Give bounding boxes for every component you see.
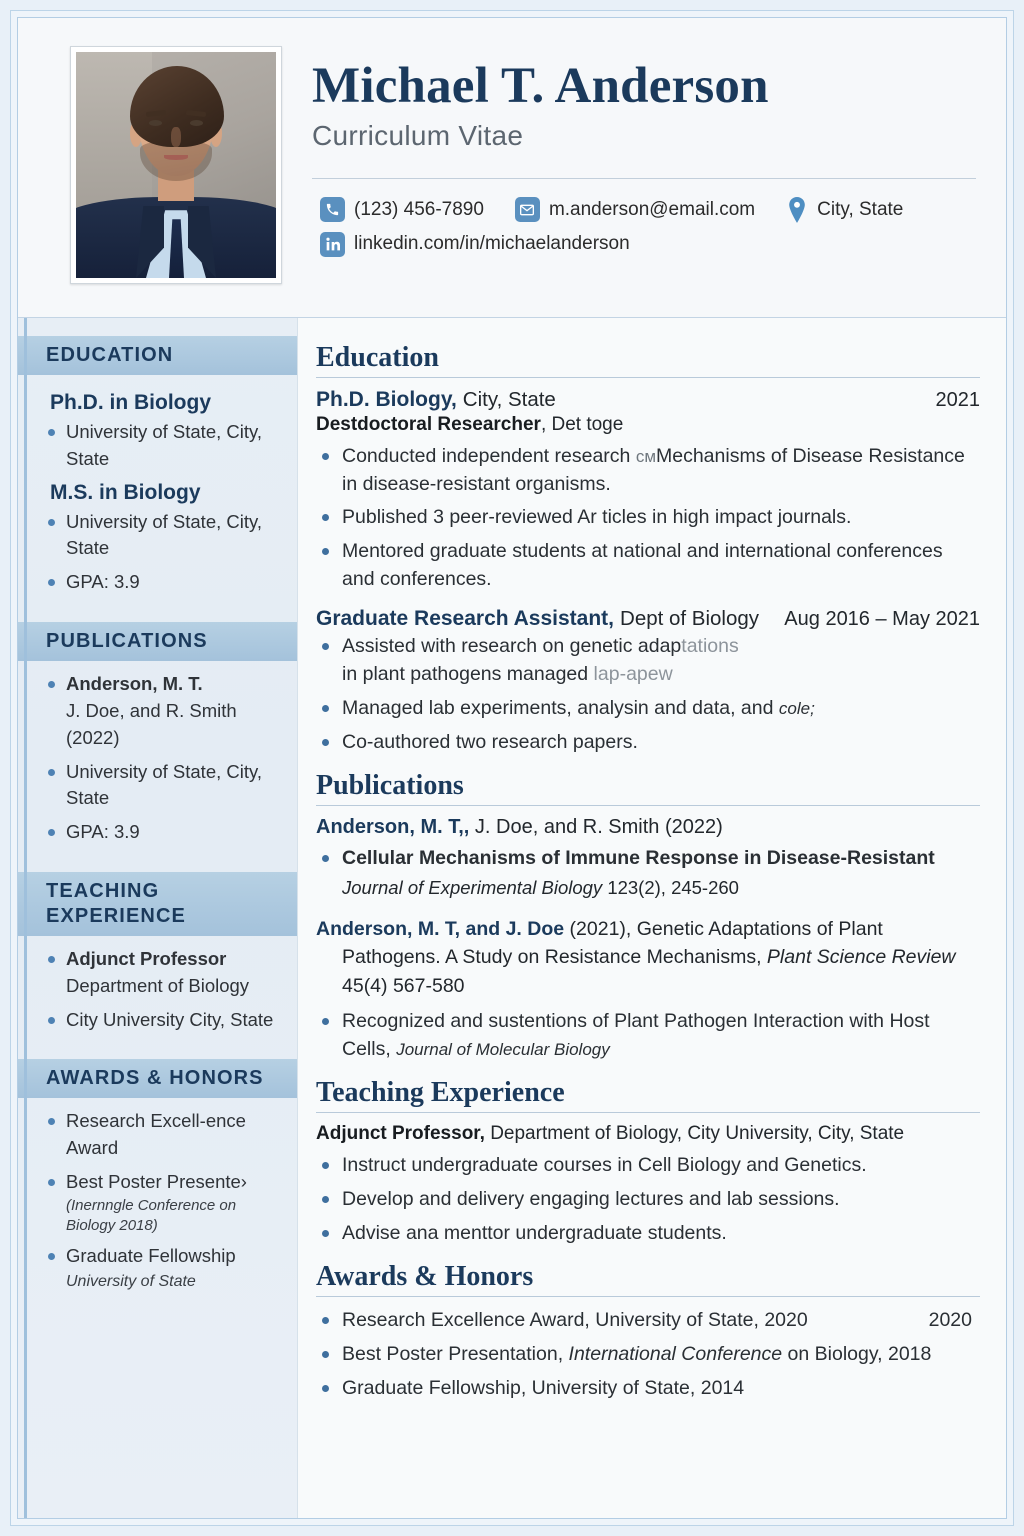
pub1-journal-line xyxy=(342,875,980,901)
pub1-journal-name: Journal of Experimental Biology xyxy=(342,876,603,898)
list-item xyxy=(44,671,281,751)
publication-1-details xyxy=(316,845,980,901)
document-subtitle: Curriculum Vitae xyxy=(312,119,524,151)
degree-location: City, State xyxy=(462,388,556,411)
contact-linkedin[interactable] xyxy=(320,232,630,257)
publication-2-citation xyxy=(316,915,980,1000)
list-item: Mentored graduate students at national and international conferences and conferences. xyxy=(316,538,980,593)
award-1-year: 2020 xyxy=(928,1309,972,1332)
header-divider xyxy=(312,178,976,179)
list-item xyxy=(316,1008,980,1063)
location-text: City, State xyxy=(817,198,904,220)
contact-phone[interactable] xyxy=(320,197,484,222)
assistant-dates: Aug 2016 – May 2021 xyxy=(784,608,980,631)
pub3-journal-name: Journal of Molecular Biology xyxy=(396,1039,610,1059)
gra-bullet-1a: Assisted with research on genetic adap xyxy=(342,635,682,658)
pub2-journal-name: Plant Science Review xyxy=(766,946,956,969)
sidebar-heading-publications: PUBLICATIONS xyxy=(18,622,297,661)
sidebar-heading-awards: AWARDS & HONORS xyxy=(18,1059,297,1098)
gra-bullet-1b: in plant pathogens managed xyxy=(342,663,589,686)
list-item xyxy=(44,946,281,1000)
list-item: Instruct undergraduate courses in Cell Biology and Genetics. xyxy=(316,1152,980,1180)
sidebar-phd-title: Ph.D. in Biology xyxy=(50,391,211,414)
sidebar-pub-author: Anderson, M. T. xyxy=(66,673,203,695)
candidate-name: Michael T. Anderson xyxy=(312,58,769,114)
list-item xyxy=(316,845,980,901)
list-item xyxy=(316,695,980,723)
cv-page-outer-border xyxy=(10,10,1014,1526)
list-item: Research Excell-ence Award xyxy=(44,1108,281,1162)
list-item xyxy=(44,1169,281,1236)
contact-location xyxy=(786,197,903,223)
header-text-block xyxy=(282,46,976,318)
award-2-conference: International Conference xyxy=(568,1343,783,1366)
list-item: Advise ana menttor undergraduate students. xyxy=(316,1220,980,1248)
education-entry-1-head xyxy=(316,388,980,412)
list-item: GPA: 3.9 xyxy=(44,569,281,596)
sidebar-section-teaching xyxy=(18,936,297,1045)
email-text: m.anderson@email.com xyxy=(548,198,756,220)
sidebar-heading-teaching: TEACHING EXPERIENCE xyxy=(18,872,297,936)
list-item: Published 3 peer-reviewed Ar ticles in high impact journals. xyxy=(316,504,980,532)
pub2-line2 xyxy=(316,943,980,971)
gra-bullet-2-artifact: cole; xyxy=(778,698,815,718)
pub2-line2-text: Pathogens. A Study on Resistance Mechanisms, xyxy=(342,946,762,969)
list-item: University of State, City, State xyxy=(44,759,281,813)
linkedin-icon xyxy=(320,232,345,257)
profile-photo xyxy=(76,52,276,278)
pub2-authors: Anderson, M. T, and J. Doe xyxy=(316,918,565,941)
cv-body xyxy=(18,318,1006,1518)
sidebar-award-3-note: University of State xyxy=(66,1273,196,1291)
list-item: Develop and delivery engaging lectures and lab sessions. xyxy=(316,1186,980,1214)
sidebar-award-2: Best Poster Presente› xyxy=(66,1171,247,1192)
sidebar-section-awards xyxy=(18,1098,297,1305)
award-2-rest: on Biology, 2018 xyxy=(787,1343,932,1366)
section-title-teaching: Teaching Experience xyxy=(316,1077,980,1113)
section-title-awards: Awards & Honors xyxy=(316,1261,980,1297)
pub2-line3: 45(4) 567-580 xyxy=(342,974,465,997)
list-item xyxy=(316,1341,980,1369)
postdoc-rest: , Det toge xyxy=(540,414,624,435)
degree-year: 2021 xyxy=(935,389,980,411)
list-item xyxy=(316,1307,980,1335)
list-item: University of State, City, State xyxy=(44,509,281,563)
cv-sidebar xyxy=(18,318,298,1518)
section-title-education: Education xyxy=(316,342,980,378)
sidebar-pub-rest: J. Doe, and R. Smith (2022) xyxy=(66,699,237,748)
list-item: University of State, City, State xyxy=(44,419,281,473)
profile-photo-frame xyxy=(70,46,282,284)
list-item xyxy=(316,633,980,688)
section-title-publications: Publications xyxy=(316,770,980,806)
phone-text: (123) 456-7890 xyxy=(354,198,484,220)
pub1-journal-pages: 123(2), 245-260 xyxy=(607,876,739,898)
sidebar-ms-title: M.S. in Biology xyxy=(50,480,201,504)
contact-email[interactable] xyxy=(515,197,755,222)
sidebar-award-2-note: (Inernngle Conference on Biology 2018) xyxy=(66,1196,237,1235)
gra-bullet-2a: Managed lab experiments, analysin and data, and xyxy=(342,696,774,719)
edu-bullet-1-artifact: ᴄᴍ xyxy=(635,447,656,466)
pub1-author-rest: J. Doe, and R. Smith (2022) xyxy=(474,816,723,839)
pub3-text: Recognized and sustentions of Plant Pathogen Interaction with Host Cells, xyxy=(342,1009,930,1060)
sidebar-teaching-role: Adjunct Professor xyxy=(66,947,227,969)
list-item: GPA: 3.9 xyxy=(44,819,281,846)
email-icon xyxy=(515,197,540,222)
publication-1-authors xyxy=(316,816,980,839)
list-item: Graduate Fellowship, University of State, 2014 xyxy=(316,1375,980,1403)
assistant-title: Graduate Research Assistant, xyxy=(316,607,615,631)
edu-bullet-1a: Conducted independent research xyxy=(342,445,631,467)
list-item: Co-authored two research papers. xyxy=(316,729,980,757)
education-entry-1-bullets xyxy=(316,443,980,593)
gra-bullet-1-artifact: tations xyxy=(681,635,739,658)
teaching-role: Adjunct Professor, xyxy=(316,1123,485,1145)
education-entry-2-head xyxy=(316,607,980,631)
pub1-author-bold: Anderson, M. T,, xyxy=(316,816,470,839)
teaching-bullets xyxy=(316,1152,980,1247)
teaching-affiliation: Department of Biology, City University, City, State xyxy=(490,1123,905,1145)
award-1-text: Research Excellence Award, University of State, 2020 xyxy=(342,1309,808,1332)
cv-header xyxy=(18,18,1006,318)
sidebar-section-education xyxy=(18,375,297,608)
cv-main-column xyxy=(298,318,1006,1518)
list-item xyxy=(44,1243,281,1293)
education-entry-2-bullets xyxy=(316,633,980,756)
list-item: City University City, State xyxy=(44,1007,281,1034)
list-item xyxy=(316,443,980,498)
assistant-dept: Dept of Biology xyxy=(620,607,760,631)
edu-bullet-1b: Mechanisms of Disease Resistance in disease-resistant organisms. xyxy=(342,445,965,495)
teaching-entry-head xyxy=(316,1123,980,1145)
linkedin-text: linkedin.com/in/michaelanderson xyxy=(354,233,630,255)
education-entry-1-sub xyxy=(316,414,980,436)
degree-title: Ph.D. Biology, xyxy=(316,388,457,411)
publication-3-details xyxy=(316,1008,980,1063)
postdoc-role: Destdoctoral Researcher xyxy=(316,414,541,435)
pub1-title: Cellular Mechanisms of Immune Response in Disease-Resistant xyxy=(342,847,935,870)
sidebar-heading-education: EDUCATION xyxy=(18,336,297,375)
sidebar-teaching-dept: Department of Biology xyxy=(66,974,250,996)
sidebar-award-3: Graduate Fellowship xyxy=(66,1245,236,1267)
award-2-text: Best Poster Presentation, xyxy=(342,1343,564,1366)
gra-bullet-1-artifact2: lap-apew xyxy=(593,663,673,686)
sidebar-section-publications xyxy=(18,661,297,858)
phone-icon xyxy=(320,197,345,222)
contact-block xyxy=(312,197,976,257)
location-pin-icon xyxy=(786,197,808,223)
cv-page xyxy=(17,17,1007,1519)
pub2-rest: (2021), Genetic Adaptations of Plant xyxy=(569,918,883,941)
awards-list xyxy=(316,1307,980,1402)
